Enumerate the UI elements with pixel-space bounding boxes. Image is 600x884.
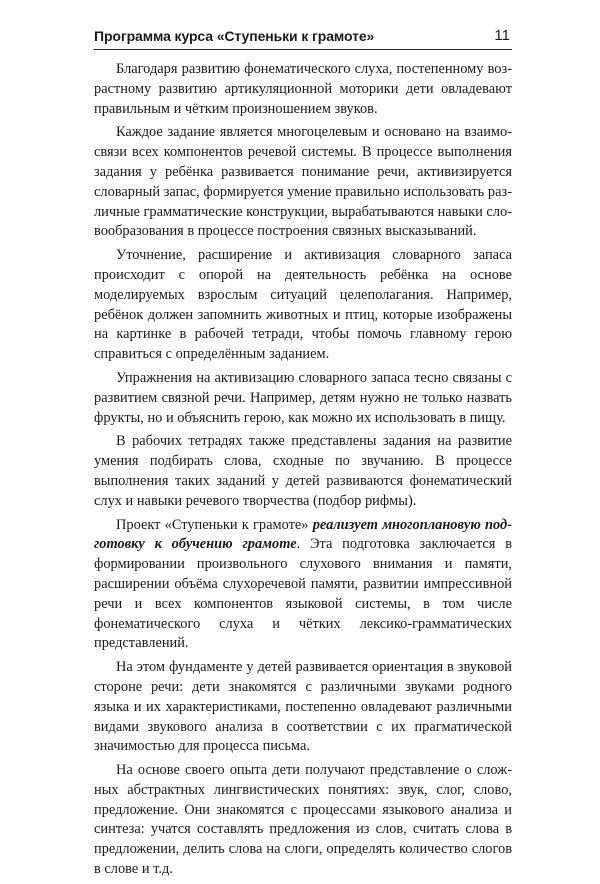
paragraph-7: На этом фундаменте у детей развивается ориентация в звуковой стороне речи: дети знакомятся с различными звуками родного языка и их характеристиками, постепенно овладевают различными видами звукового анализа в соответствии с их прагматической значимостью для процесса письма.: [94, 659, 512, 755]
paragraph-6-rest: . Эта подготовка заключается в формировании произвольного слухового внимания и памяти, расширении объёма слухоречевой памяти, развитии импрессивной речи и всех компонентов языковой системы, в том числе фонематического слуха и чётких лексико-грамматических представлений.: [94, 536, 512, 652]
body-text: [94, 60, 512, 884]
paragraph-5: В рабочих тетрадях также представлены задания на развитие умения подбирать слова, сходные по звучанию. В процессе выполнения таких заданий у детей развиваются фонематический слух и навыки речевого творчества (подбор рифмы).: [94, 433, 512, 509]
paragraph-6: [94, 516, 512, 655]
paragraph-6-emphasis: реализует многоплановую подготовку к обучению грамоте: [94, 516, 512, 553]
paragraph-8: На основе своего опыта дети получают представление о сложных абстрактных лингвистических понятиях: звук, слог, слово, предложение. Они знакомятся с процессами языкового анализа и синтеза: учатся составлять предложения из слов, считать слова в предложении, делить слова на слоги, определять количество слогов в слове и т.д.: [94, 762, 512, 878]
running-header: [94, 27, 512, 50]
paragraph-3: Уточнение, расширение и активизация словарного запаса происходит с опорой на деятельность ребёнка на основе моделируемых взрослым ситуаций целеполагания. Например, ребёнок должен запомнить животных и птиц, которые изображены на картинке в рабочей тетради, чтобы помочь главному герою справиться с определённым заданием.: [94, 247, 512, 363]
paragraph-1: Благодаря развитию фонематического слуха, постепенному возрастному развитию артикуляционной моторики дети овладевают правильным и чётким произношением звуков.: [94, 61, 512, 117]
header-title: Программа курса «Ступеньки к грамоте»: [94, 28, 375, 44]
paragraph-6-lead: Проект «Ступеньки к грамоте»: [116, 516, 313, 533]
page-number: 11: [494, 27, 510, 44]
paragraph-4: Упражнения на активизацию словарного запаса тесно связаны с развитием связной речи. Например, детям нужно не только назвать фрукты, но и объяснить герою, как можно их использовать в пищу.: [94, 369, 512, 426]
paragraph-2: Каждое задание является многоцелевым и основано на взаимосвязи всех компонентов речевой системы. В процессе выполнения задания у ребёнка развивается понимание речи, активизируется словарный запас, формируется умение правильно использовать различные грамматические конструкции, вырабатываются навыки словообразования в процессе построения связных высказываний.: [94, 124, 512, 240]
